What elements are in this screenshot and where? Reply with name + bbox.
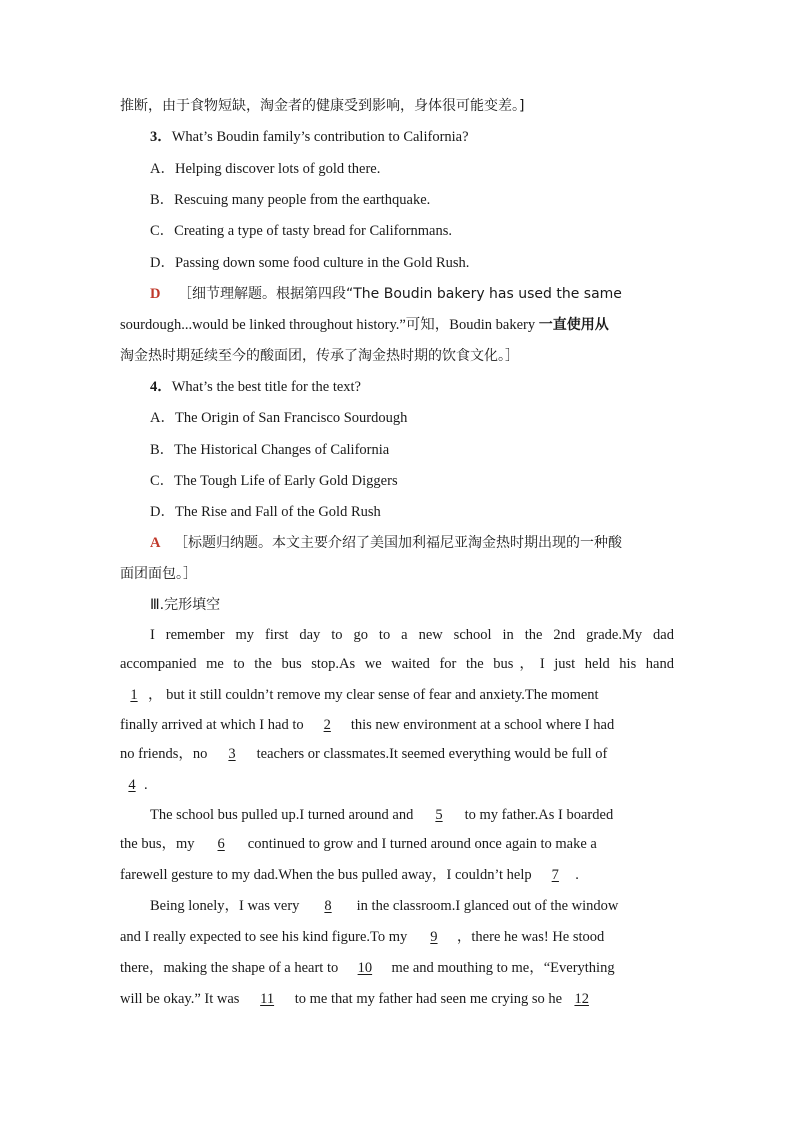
answer-explanation-3 bbox=[150, 284, 674, 304]
option-a: A．The Origin of San Francisco Sourdough bbox=[150, 410, 408, 426]
cloze-blank[interactable]: 10 bbox=[357, 960, 373, 976]
passage-line: I remember my first day to go to a new school in the 2nd grade.My dad bbox=[150, 627, 674, 643]
passage-text: ， but it still couldn’t remove my clear sense of fear and anxiety.The moment bbox=[148, 687, 599, 703]
question-stem: What’s the best title for the text? bbox=[171, 379, 361, 395]
passage-text: The school bus pulled up.I turned around and bbox=[150, 807, 414, 823]
cloze-blank[interactable]: 3 bbox=[228, 746, 236, 762]
passage-text: teachers or classmates.It seemed everything would be full of bbox=[256, 746, 608, 762]
cloze-blank[interactable]: 12 bbox=[574, 991, 589, 1007]
passage-text: the bus，my bbox=[120, 836, 195, 852]
passage-text: . bbox=[144, 777, 148, 793]
question-number: 4． bbox=[150, 379, 172, 395]
passage-text: finally arrived at which I had to bbox=[120, 717, 304, 733]
cloze-blank[interactable]: 8 bbox=[324, 898, 332, 914]
passage-line bbox=[120, 715, 674, 735]
question-4 bbox=[150, 377, 674, 397]
passage-line bbox=[120, 744, 674, 764]
cloze-blank[interactable]: 11 bbox=[260, 991, 275, 1007]
passage-line bbox=[120, 865, 674, 885]
passage-text: will be okay.” It was bbox=[120, 991, 240, 1007]
answer-explanation-4 bbox=[150, 533, 674, 553]
passage-text: Being lonely，I was very bbox=[150, 898, 300, 914]
passage-line bbox=[120, 685, 674, 705]
passage-text: me and mouthing to me，“Everything bbox=[391, 960, 615, 976]
passage-text: ，there he was! He stood bbox=[456, 929, 605, 945]
explanation-line: 淘金热时期延续至今的酸面团，传承了淘金热时期的饮食文化。］ bbox=[120, 348, 519, 364]
explanation-text: ［标题归纳题。本文主要介绍了美国加利福尼亚淘金热时期出现的一种酸 bbox=[174, 535, 622, 551]
cloze-blank[interactable]: 9 bbox=[430, 929, 438, 945]
passage-text: continued to grow and I turned around once again to make a bbox=[247, 836, 597, 852]
option-b: B．The Historical Changes of California bbox=[150, 442, 390, 458]
passage-text: in the classroom.I glanced out of the window bbox=[356, 898, 619, 914]
option-d: D．Passing down some food culture in the Gold Rush. bbox=[150, 255, 470, 271]
explanation-text: ［细节理解题。根据第四段“The Boudin bakery has used the same bbox=[178, 286, 622, 302]
option-c: C．Creating a type of tasty bread for Californmans. bbox=[150, 223, 453, 239]
question-3 bbox=[150, 127, 674, 147]
answer-letter: A bbox=[150, 535, 161, 551]
passage-text: there，making the shape of a heart to bbox=[120, 960, 339, 976]
passage-line bbox=[120, 775, 674, 795]
passage-text: no friends，no bbox=[120, 746, 208, 762]
explanation-text: sourdough...would be linked throughout history.”可知，Boudin bakery bbox=[120, 317, 539, 333]
option-b: B．Rescuing many people from the earthquake. bbox=[150, 192, 431, 208]
cloze-blank[interactable]: 5 bbox=[435, 807, 443, 823]
explanation-line: 面团面包。］ bbox=[120, 566, 197, 582]
passage-line bbox=[120, 927, 674, 947]
passage-line bbox=[120, 834, 674, 854]
cloze-blank[interactable]: 4 bbox=[128, 777, 136, 793]
explanation-line bbox=[120, 315, 674, 335]
passage-line bbox=[150, 805, 674, 825]
section-heading: Ⅲ.完形填空 bbox=[150, 597, 221, 613]
answer-letter: D bbox=[150, 286, 161, 302]
question-stem: What’s Boudin family’s contribution to California? bbox=[171, 129, 469, 145]
question-number: 3． bbox=[150, 129, 172, 145]
passage-line: accompanied me to the bus stop.As we waited for the bus，I just held his hand bbox=[120, 656, 674, 672]
option-d: D．The Rise and Fall of the Gold Rush bbox=[150, 504, 381, 520]
option-c: C．The Tough Life of Early Gold Diggers bbox=[150, 473, 398, 489]
passage-text: this new environment at a school where I had bbox=[350, 717, 615, 733]
passage-line bbox=[120, 989, 674, 1009]
explanation-text: 一直使用从 bbox=[538, 317, 609, 333]
passage-text: to me that my father had seen me crying so he bbox=[294, 991, 563, 1007]
cloze-blank[interactable]: 7 bbox=[551, 867, 559, 883]
cloze-blank[interactable]: 2 bbox=[323, 717, 331, 733]
cloze-blank[interactable]: 6 bbox=[217, 836, 225, 852]
passage-text: to my father.As I boarded bbox=[464, 807, 614, 823]
passage-text: farewell gesture to my dad.When the bus pulled away，I couldn’t help bbox=[120, 867, 532, 883]
explanation-continued: 推断，由于食物短缺，淘金者的健康受到影响，身体很可能变差。] bbox=[120, 98, 525, 114]
passage-text: . bbox=[575, 867, 579, 883]
option-a: A．Helping discover lots of gold there. bbox=[150, 161, 381, 177]
passage-line bbox=[120, 958, 674, 978]
cloze-blank[interactable]: 1 bbox=[130, 687, 138, 703]
passage-text: and I really expected to see his kind figure.To my bbox=[120, 929, 408, 945]
passage-line bbox=[150, 896, 674, 916]
